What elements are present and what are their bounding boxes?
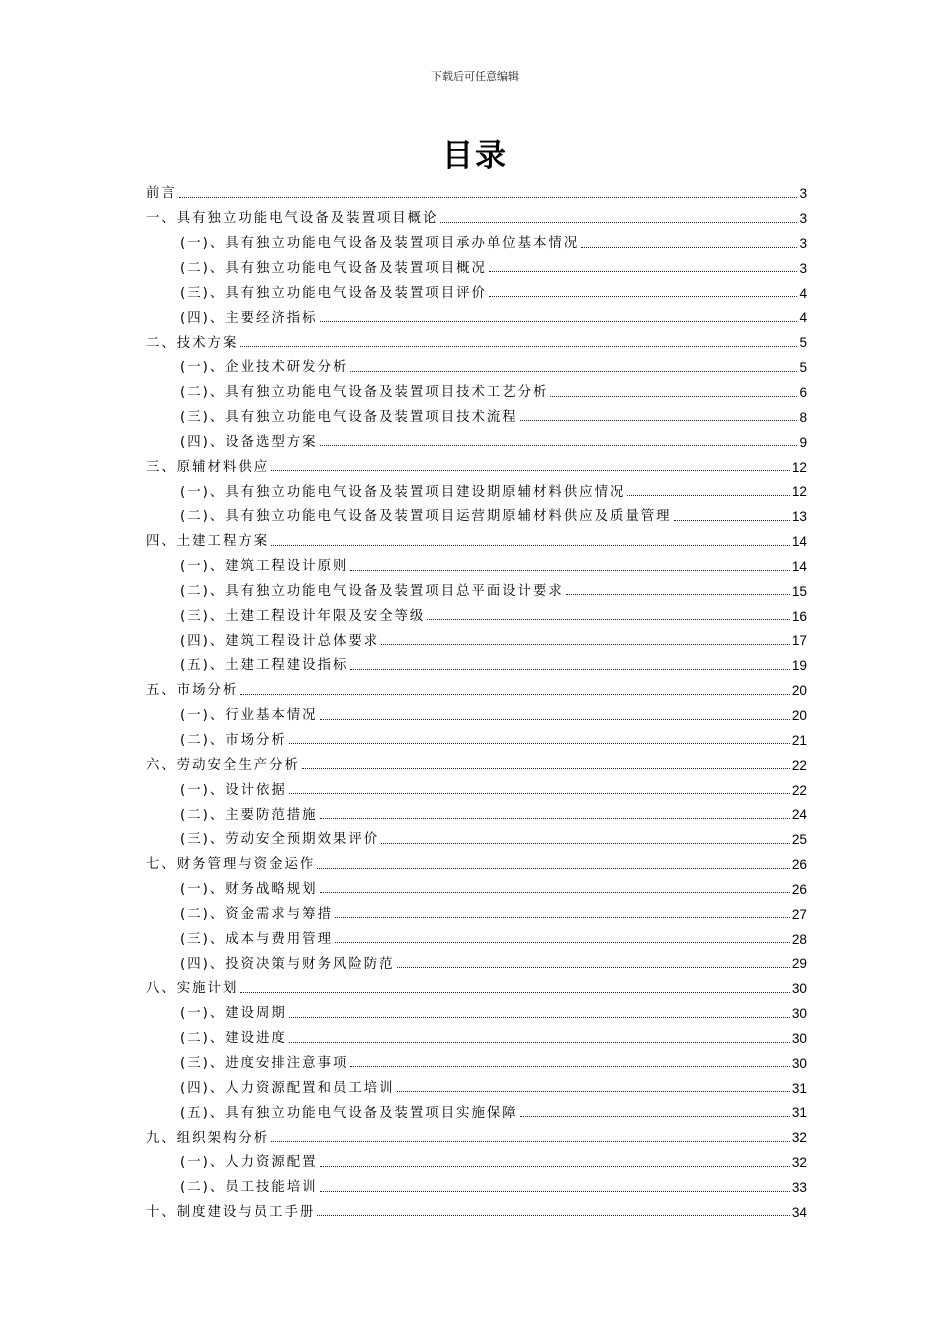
toc-entry-title: 八、实施计划 xyxy=(146,981,239,997)
table-of-contents xyxy=(146,176,807,1219)
toc-entry[interactable] xyxy=(146,201,807,226)
toc-entry-page-number: 5 xyxy=(799,335,807,351)
toc-dot-leader xyxy=(289,1042,790,1043)
toc-dot-leader xyxy=(397,1091,790,1092)
toc-entry-title: 六、劳动安全生产分析 xyxy=(146,757,300,773)
toc-entry[interactable] xyxy=(146,300,807,325)
toc-entry-title: (三)、劳动安全预期效果评价 xyxy=(180,832,380,848)
toc-entry[interactable] xyxy=(146,1070,807,1095)
toc-entry-title: (一)、具有独立功能电气设备及装置项目建设期原辅材料供应情况 xyxy=(180,484,626,500)
toc-entry-title: 十、制度建设与员工手册 xyxy=(146,1205,316,1221)
toc-entry-page-number: 3 xyxy=(799,211,807,227)
toc-entry-page-number: 3 xyxy=(799,260,807,276)
toc-entry[interactable] xyxy=(146,1095,807,1120)
toc-entry-page-number: 25 xyxy=(791,832,807,848)
toc-entry-title: 七、财务管理与资金运作 xyxy=(146,857,316,873)
toc-dot-leader xyxy=(397,967,790,968)
toc-entry-page-number: 17 xyxy=(791,633,807,649)
toc-entry-title: (五)、土建工程建设指标 xyxy=(180,658,349,674)
toc-entry-page-number: 19 xyxy=(791,658,807,674)
toc-entry-title: 一、具有独立功能电气设备及装置项目概论 xyxy=(146,211,439,227)
toc-entry[interactable] xyxy=(146,1170,807,1195)
toc-entry-page-number: 34 xyxy=(791,1204,807,1220)
toc-entry-page-number: 20 xyxy=(791,683,807,699)
toc-entry-page-number: 26 xyxy=(791,881,807,897)
toc-dot-leader xyxy=(240,992,790,993)
toc-entry[interactable] xyxy=(146,499,807,524)
toc-dot-leader xyxy=(320,1166,790,1167)
toc-entry-page-number: 15 xyxy=(791,583,807,599)
toc-entry[interactable] xyxy=(146,524,807,549)
toc-entry-page-number: 30 xyxy=(791,1030,807,1046)
toc-entry-page-number: 3 xyxy=(799,186,807,202)
toc-entry-title: 四、土建工程方案 xyxy=(146,534,270,550)
toc-entry[interactable] xyxy=(146,822,807,847)
toc-entry-page-number: 14 xyxy=(791,534,807,550)
toc-entry[interactable] xyxy=(146,698,807,723)
toc-dot-leader xyxy=(350,371,797,372)
toc-dot-leader xyxy=(674,520,790,521)
toc-entry-page-number: 28 xyxy=(791,931,807,947)
toc-dot-leader xyxy=(320,1191,790,1192)
toc-entry-page-number: 31 xyxy=(791,1105,807,1121)
toc-entry[interactable] xyxy=(146,375,807,400)
toc-dot-leader xyxy=(320,719,790,720)
toc-dot-leader xyxy=(289,793,790,794)
toc-dot-leader xyxy=(317,868,790,869)
toc-entry-title: (三)、成本与费用管理 xyxy=(180,931,333,947)
toc-entry[interactable] xyxy=(146,449,807,474)
toc-dot-leader xyxy=(317,1215,790,1216)
toc-dot-leader xyxy=(240,694,790,695)
toc-entry[interactable] xyxy=(146,424,807,449)
toc-entry-page-number: 22 xyxy=(791,782,807,798)
toc-entry-title: (四)、建筑工程设计总体要求 xyxy=(180,633,380,649)
toc-entry[interactable] xyxy=(146,1120,807,1145)
toc-entry-title: (一)、建设周期 xyxy=(180,1006,287,1022)
toc-entry-title: 前言 xyxy=(146,186,177,202)
toc-dot-leader xyxy=(489,271,798,272)
toc-dot-leader xyxy=(350,669,790,670)
toc-entry-page-number: 20 xyxy=(791,707,807,723)
toc-entry-title: (二)、建设进度 xyxy=(180,1031,287,1047)
toc-entry-page-number: 13 xyxy=(791,509,807,525)
toc-entry[interactable] xyxy=(146,549,807,574)
toc-entry[interactable] xyxy=(146,226,807,251)
toc-entry-title: (二)、具有独立功能电气设备及装置项目总平面设计要求 xyxy=(180,583,564,599)
toc-entry[interactable] xyxy=(146,921,807,946)
toc-entry-page-number: 5 xyxy=(799,360,807,376)
toc-entry[interactable] xyxy=(146,847,807,872)
toc-dot-leader xyxy=(566,594,790,595)
toc-entry-page-number: 4 xyxy=(799,310,807,326)
toc-dot-leader xyxy=(350,1066,790,1067)
toc-entry-page-number: 9 xyxy=(799,434,807,450)
toc-entry-page-number: 22 xyxy=(791,757,807,773)
toc-entry-title: (三)、具有独立功能电气设备及装置项目评价 xyxy=(180,285,487,301)
toc-entry-title: (二)、具有独立功能电气设备及装置项目概况 xyxy=(180,260,487,276)
toc-entry-title: (一)、具有独立功能电气设备及装置项目承办单位基本情况 xyxy=(180,236,580,252)
toc-entry-page-number: 32 xyxy=(791,1155,807,1171)
toc-entry[interactable] xyxy=(146,623,807,648)
toc-entry[interactable] xyxy=(146,275,807,300)
toc-entry-page-number: 12 xyxy=(791,459,807,475)
toc-entry-title: (一)、企业技术研发分析 xyxy=(180,360,349,376)
toc-dot-leader xyxy=(271,545,790,546)
toc-entry[interactable] xyxy=(146,797,807,822)
toc-dot-leader xyxy=(440,222,797,223)
toc-entry-title: 三、原辅材料供应 xyxy=(146,459,270,475)
toc-entry[interactable] xyxy=(146,772,807,797)
toc-entry-page-number: 29 xyxy=(791,956,807,972)
toc-entry-title: (三)、土建工程设计年限及安全等级 xyxy=(180,608,426,624)
toc-entry[interactable] xyxy=(146,325,807,350)
toc-entry-title: (四)、人力资源配置和员工培训 xyxy=(180,1080,395,1096)
toc-entry[interactable] xyxy=(146,896,807,921)
toc-dot-leader xyxy=(320,321,798,322)
toc-entry-page-number: 24 xyxy=(791,807,807,823)
toc-entry[interactable] xyxy=(146,996,807,1021)
toc-dot-leader xyxy=(350,570,790,571)
toc-entry-title: (三)、进度安排注意事项 xyxy=(180,1055,349,1071)
toc-entry-title: (四)、设备选型方案 xyxy=(180,434,318,450)
toc-dot-leader xyxy=(320,892,790,893)
toc-entry-title: (五)、具有独立功能电气设备及装置项目实施保障 xyxy=(180,1105,518,1121)
toc-dot-leader xyxy=(320,445,798,446)
toc-entry-title: 二、技术方案 xyxy=(146,335,239,351)
toc-dot-leader xyxy=(240,346,797,347)
toc-entry-title: (一)、人力资源配置 xyxy=(180,1155,318,1171)
toc-entry[interactable] xyxy=(146,574,807,599)
toc-entry-title: (二)、具有独立功能电气设备及装置项目运营期原辅材料供应及质量管理 xyxy=(180,509,672,525)
toc-entry-page-number: 30 xyxy=(791,1055,807,1071)
toc-dot-leader xyxy=(550,396,797,397)
toc-entry-page-number: 21 xyxy=(791,732,807,748)
toc-dot-leader xyxy=(271,470,790,471)
toc-dot-leader xyxy=(335,942,790,943)
toc-entry[interactable] xyxy=(146,176,807,201)
toc-dot-leader xyxy=(489,296,798,297)
header-note: 下载后可任意编辑 xyxy=(431,70,519,83)
toc-dot-leader xyxy=(581,247,797,248)
toc-entry[interactable] xyxy=(146,350,807,375)
toc-dot-leader xyxy=(381,644,790,645)
toc-dot-leader xyxy=(271,1141,790,1142)
toc-entry-page-number: 33 xyxy=(791,1180,807,1195)
toc-entry[interactable] xyxy=(146,251,807,276)
toc-entry-page-number: 32 xyxy=(791,1130,807,1146)
toc-entry-title: (一)、建筑工程设计原则 xyxy=(180,559,349,575)
toc-entry-title: (二)、员工技能培训 xyxy=(180,1180,318,1196)
toc-entry-title: (四)、投资决策与财务风险防范 xyxy=(180,956,395,972)
toc-entry[interactable] xyxy=(146,747,807,772)
toc-entry[interactable] xyxy=(146,1195,807,1220)
toc-entry[interactable] xyxy=(146,946,807,971)
toc-entry-page-number: 8 xyxy=(799,409,807,425)
toc-entry-page-number: 4 xyxy=(799,285,807,301)
toc-entry-title: (二)、市场分析 xyxy=(180,733,287,748)
toc-entry-title: (一)、行业基本情况 xyxy=(180,708,318,724)
toc-entry-title: (一)、设计依据 xyxy=(180,782,287,798)
toc-entry[interactable] xyxy=(146,872,807,897)
toc-entry-page-number: 30 xyxy=(791,981,807,997)
toc-entry-page-number: 26 xyxy=(791,857,807,873)
toc-entry[interactable] xyxy=(146,474,807,499)
toc-entry-page-number: 16 xyxy=(791,608,807,624)
toc-entry[interactable] xyxy=(146,723,807,748)
toc-dot-leader xyxy=(335,917,790,918)
toc-dot-leader xyxy=(520,1116,790,1117)
toc-entry-page-number: 3 xyxy=(799,235,807,251)
toc-dot-leader xyxy=(302,768,790,769)
toc-entry[interactable] xyxy=(146,673,807,698)
toc-entry-title: (一)、财务战略规划 xyxy=(180,882,318,898)
toc-entry[interactable] xyxy=(146,971,807,996)
toc-entry-title: (四)、主要经济指标 xyxy=(180,310,318,326)
toc-entry-title: (三)、具有独立功能电气设备及装置项目技术流程 xyxy=(180,410,518,426)
toc-entry[interactable] xyxy=(146,400,807,425)
toc-entry-title: (二)、具有独立功能电气设备及装置项目技术工艺分析 xyxy=(180,385,549,401)
toc-entry-title: (二)、主要防范措施 xyxy=(180,807,318,823)
toc-entry-page-number: 30 xyxy=(791,1006,807,1022)
toc-entry-page-number: 12 xyxy=(791,484,807,500)
toc-dot-leader xyxy=(627,495,789,496)
toc-entry-title: 五、市场分析 xyxy=(146,683,239,699)
toc-entry-title: 九、组织架构分析 xyxy=(146,1130,270,1146)
toc-dot-leader xyxy=(381,843,790,844)
toc-entry-title: (二)、资金需求与筹措 xyxy=(180,906,333,922)
toc-dot-leader xyxy=(179,197,798,198)
toc-entry[interactable] xyxy=(146,1145,807,1170)
toc-entry-page-number: 27 xyxy=(791,906,807,922)
page-title: 目录 xyxy=(442,138,508,174)
toc-dot-leader xyxy=(289,743,790,744)
toc-entry-page-number: 31 xyxy=(791,1080,807,1096)
toc-entry-page-number: 14 xyxy=(791,558,807,574)
toc-entry[interactable] xyxy=(146,1046,807,1071)
toc-entry-page-number: 6 xyxy=(799,385,807,400)
toc-dot-leader xyxy=(320,818,790,819)
toc-dot-leader xyxy=(520,420,798,421)
toc-entry[interactable] xyxy=(146,648,807,673)
toc-dot-leader xyxy=(289,1017,790,1018)
toc-entry[interactable] xyxy=(146,1021,807,1046)
toc-dot-leader xyxy=(427,619,790,620)
toc-entry[interactable] xyxy=(146,598,807,623)
